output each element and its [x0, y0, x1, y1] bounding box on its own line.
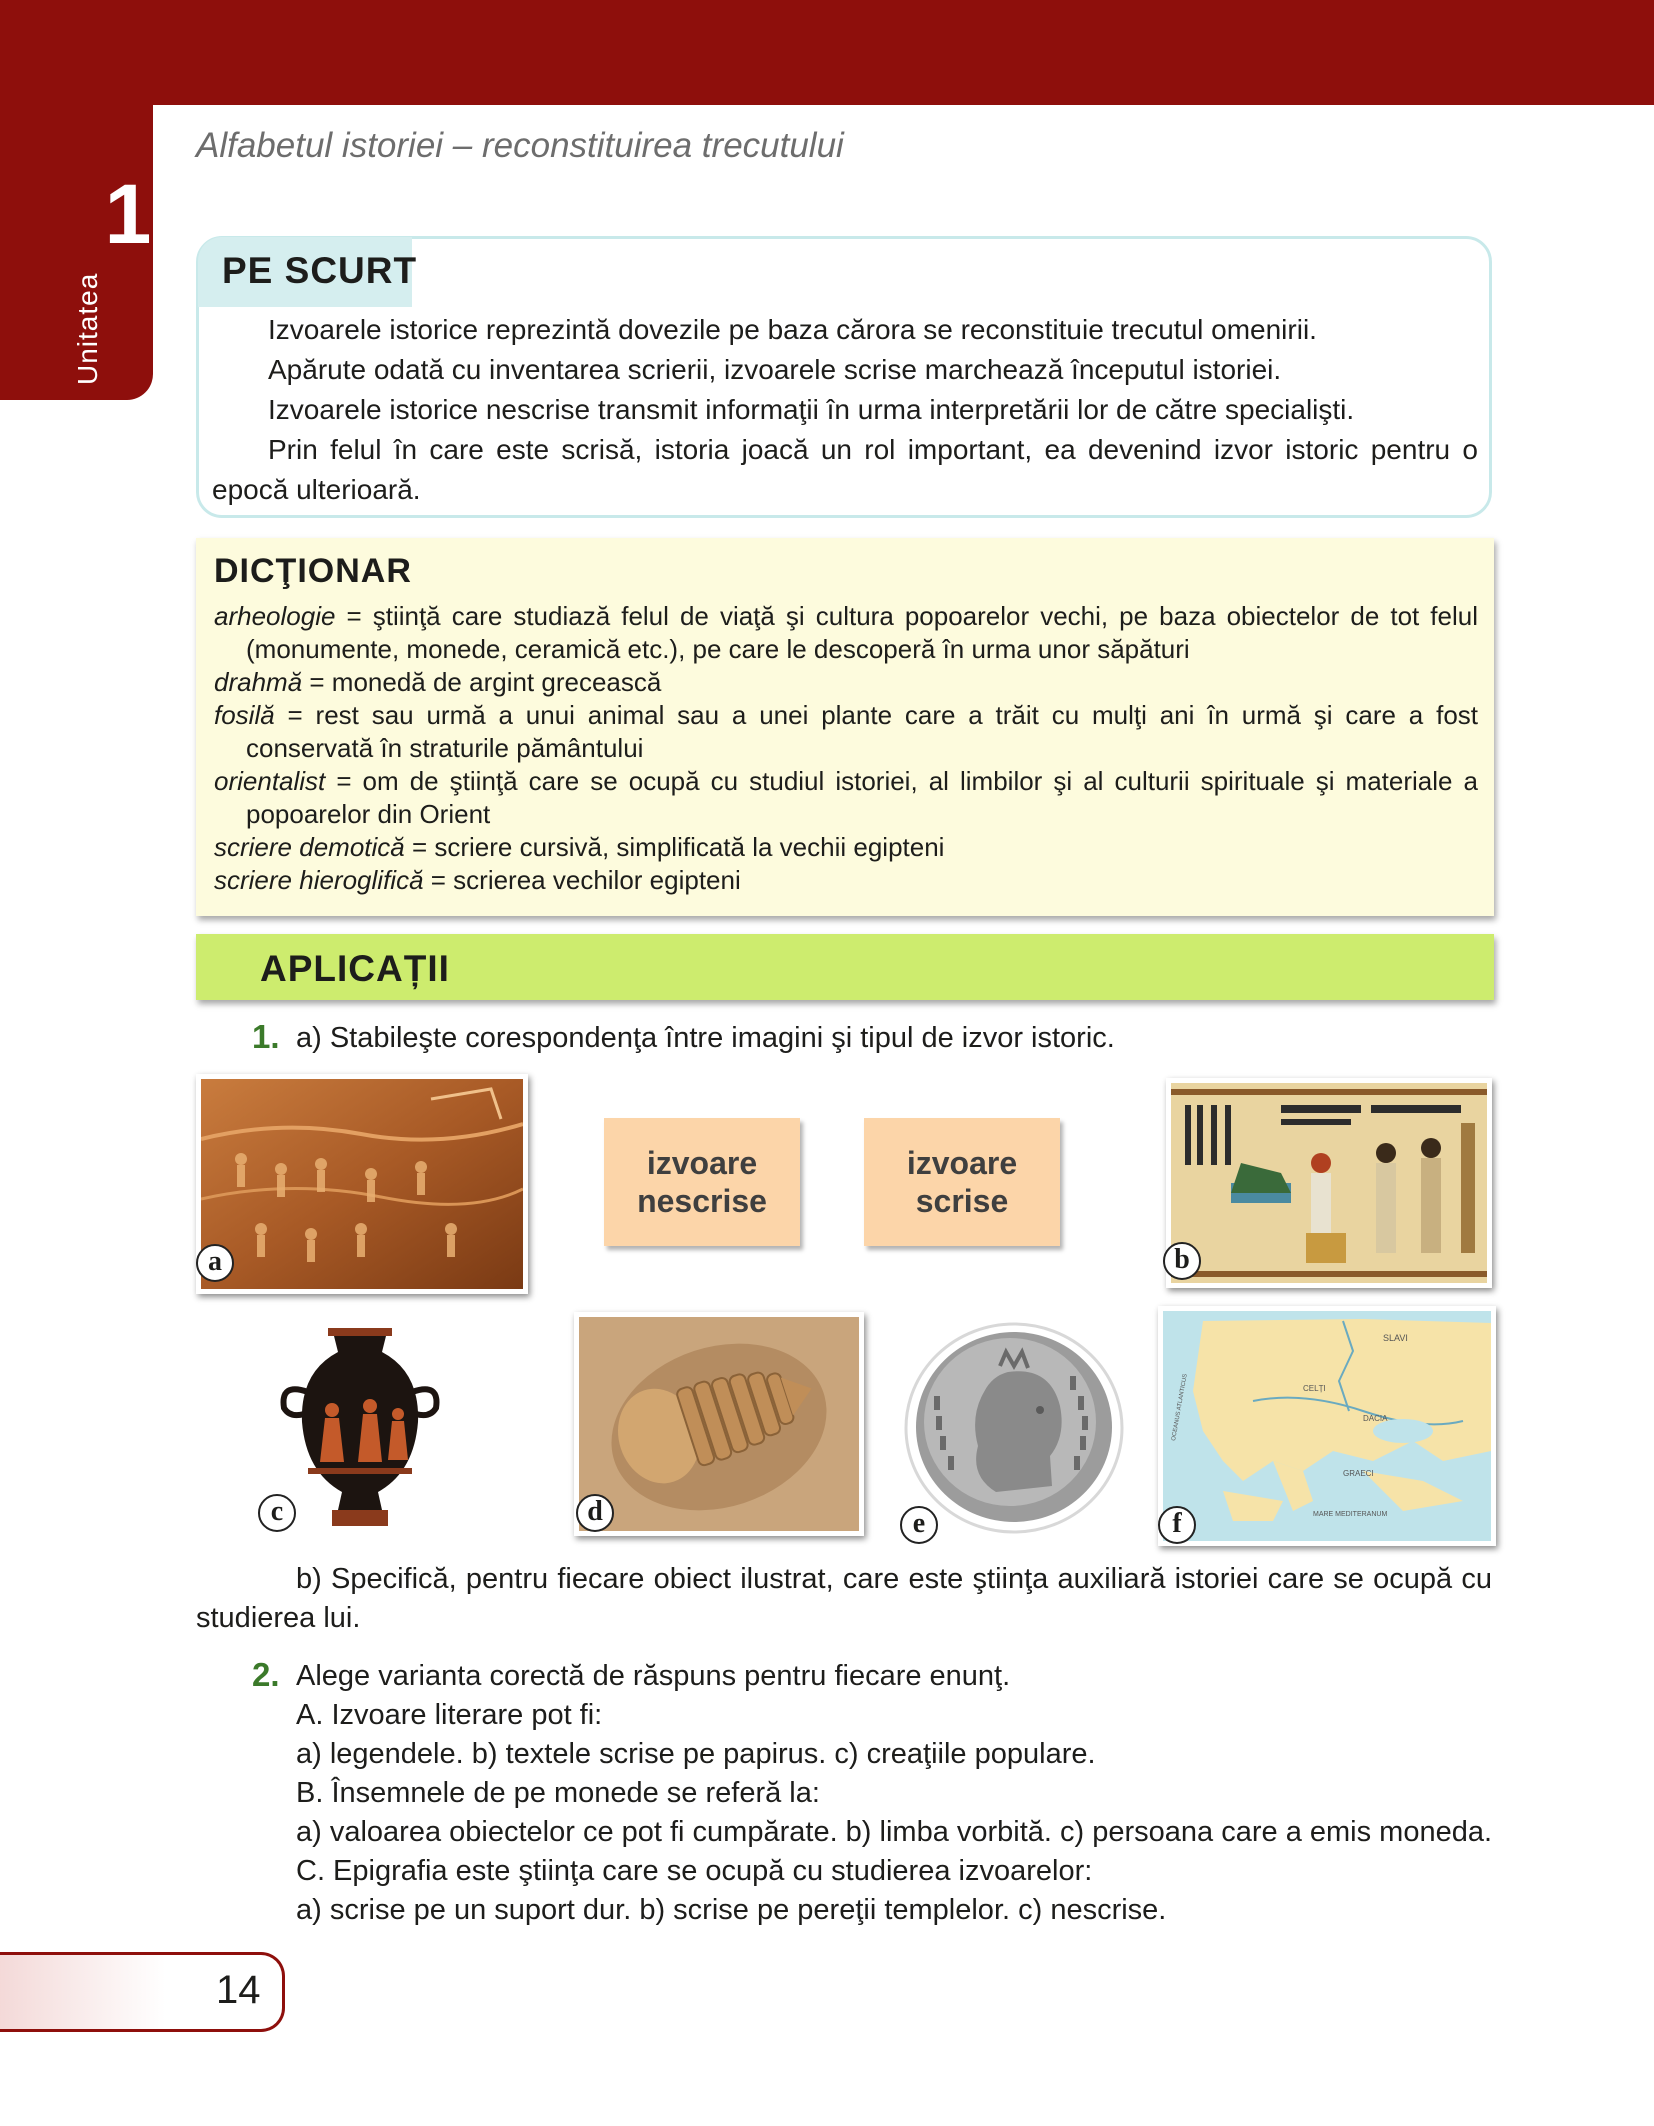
- map-label-slavi: SLAVI: [1383, 1333, 1408, 1343]
- map-illustration: [1163, 1311, 1491, 1541]
- dictionary-term: drahmă: [214, 667, 303, 697]
- papyrus-illustration: [1171, 1083, 1487, 1283]
- roman-coin-image: [900, 1316, 1128, 1538]
- relief-illustration: [201, 1079, 523, 1289]
- map-label-mare: MARE MEDITERANUM: [1313, 1511, 1388, 1518]
- summary-paragraph: Prin felul în care este scrisă, istoria joacă un rol important, ea devenind izvor istoric pentru o epocă ulterioară.: [212, 434, 1478, 505]
- relief-image: [196, 1074, 528, 1294]
- fossil-image: [574, 1312, 864, 1536]
- question-2-line: B. Însemnele de pe monede se referă la:: [296, 1777, 820, 1809]
- coin-illustration: [900, 1316, 1128, 1538]
- chip-line: scrise: [915, 1183, 1009, 1219]
- dictionary-definition: = rest sau urmă a unui animal sau a unei plante care a trăit cu mulţi ani în urmă şi care a fost conservată în straturile pământului: [246, 700, 1478, 763]
- dictionary-entry: [214, 666, 1478, 699]
- question-1-part-a: a) Stabileşte corespondenţa între imagini şi tipul de izvor istoric.: [296, 1022, 1115, 1054]
- question-2-line: a) scrise pe un suport dur. b) scrise pe pereţii templelor. c) nescrise.: [296, 1894, 1167, 1926]
- running-title: Alfabetul istoriei – reconstituirea trecutului: [196, 126, 844, 165]
- dictionary-definition: = om de ştiinţă care se ocupă cu studiul istoriei, al limbilor şi al culturii spirituale şi materiale a popoarelor din Orient: [246, 766, 1478, 829]
- question-1-number: 1.: [252, 1018, 280, 1055]
- vase-illustration: [270, 1322, 450, 1532]
- summary-text: [212, 310, 1478, 510]
- dictionary-term: scriere hieroglifică: [214, 865, 424, 895]
- image-label-c: c: [258, 1494, 296, 1532]
- image-label-f: f: [1158, 1506, 1196, 1544]
- dictionary-entry: [214, 699, 1478, 765]
- summary-title: PE SCURT: [222, 250, 418, 291]
- historical-map-image: [1158, 1306, 1496, 1546]
- map-label-graeci: GRAECI: [1343, 1469, 1374, 1478]
- question-2-line: C. Epigrafia este ştiinţa care se ocupă cu studierea izvoarelor:: [296, 1855, 1093, 1887]
- dictionary-list: [214, 600, 1478, 897]
- dictionary-entry: [214, 600, 1478, 666]
- map-label-celti: CELȚI: [1303, 1384, 1326, 1393]
- dictionary-definition: = scriere cursivă, simplificată la vechii egipteni: [404, 832, 945, 862]
- dictionary-entry: [214, 864, 1478, 897]
- question-2-line: a) valoarea obiectelor ce pot fi cumpărate. b) limba vorbită. c) persoana care a emis moneda.: [296, 1816, 1493, 1848]
- greek-vase-image: [270, 1322, 450, 1532]
- unit-number: 1: [104, 167, 152, 261]
- summary-paragraph: Izvoarele istorice reprezintă dovezile pe baza cărora se reconstituie trecutul omenirii.: [268, 314, 1317, 345]
- dictionary-term: fosilă: [214, 700, 275, 730]
- dictionary-title: DICŢIONAR: [214, 552, 412, 590]
- dictionary-term: orientalist: [214, 766, 326, 796]
- question-2-line: A. Izvoare literare pot fi:: [296, 1699, 603, 1731]
- image-label-a: a: [196, 1244, 234, 1282]
- unit-label: Unitatea: [72, 272, 103, 385]
- summary-paragraph: Izvoarele istorice nescrise transmit informaţii în urma interpretării lor de către specialişti.: [268, 394, 1355, 425]
- page-number: 14: [216, 1968, 261, 2012]
- applications-title: APLICAȚII: [260, 948, 450, 989]
- chip-line: izvoare: [646, 1145, 758, 1181]
- image-label-e: e: [900, 1506, 938, 1544]
- question-1-part-b: b) Specifică, pentru fiecare obiect ilustrat, care este ştiinţa auxiliară istoriei care se ocupă cu studierea lui.: [196, 1563, 1492, 1634]
- map-label-oceanus: OCEANUS ATLANTICUS: [1171, 1373, 1189, 1442]
- question-2-line: a) legendele. b) textele scrise pe papirus. c) creaţiile populare.: [296, 1738, 1096, 1770]
- top-color-band: [0, 0, 1654, 105]
- dictionary-definition: = monedă de argint grecească: [302, 667, 662, 697]
- image-label-d: d: [576, 1494, 614, 1532]
- dictionary-entry: [214, 831, 1478, 864]
- fossil-illustration: [579, 1317, 859, 1531]
- image-label-b: b: [1163, 1242, 1201, 1280]
- dictionary-term: scriere demotică: [214, 832, 405, 862]
- dictionary-definition: = ştiinţă care studiază felul de viaţă şi cultura popoarelor vechi, pe baza obiectelor de tot felul (monumente, monede, ceramică etc.), pe care le descoperă în urma unor săpături: [246, 601, 1478, 664]
- chip-line: izvoare: [906, 1145, 1018, 1181]
- dictionary-term: arheologie: [214, 601, 336, 631]
- dictionary-definition: = scrierea vechilor egipteni: [423, 865, 741, 895]
- dictionary-entry: [214, 765, 1478, 831]
- papyrus-image: [1166, 1078, 1492, 1288]
- question-2-number: 2.: [252, 1656, 280, 1693]
- chip-written-sources[interactable]: [864, 1118, 1060, 1246]
- chip-line: nescrise: [637, 1183, 767, 1219]
- summary-paragraph: Apărute odată cu inventarea scrierii, izvoarele scrise marchează începutul istoriei.: [268, 354, 1282, 385]
- map-label-dacia: DACIA: [1363, 1414, 1388, 1423]
- chip-unwritten-sources[interactable]: [604, 1118, 800, 1246]
- question-2-text: Alege varianta corectă de răspuns pentru fiecare enunţ.: [296, 1660, 1011, 1692]
